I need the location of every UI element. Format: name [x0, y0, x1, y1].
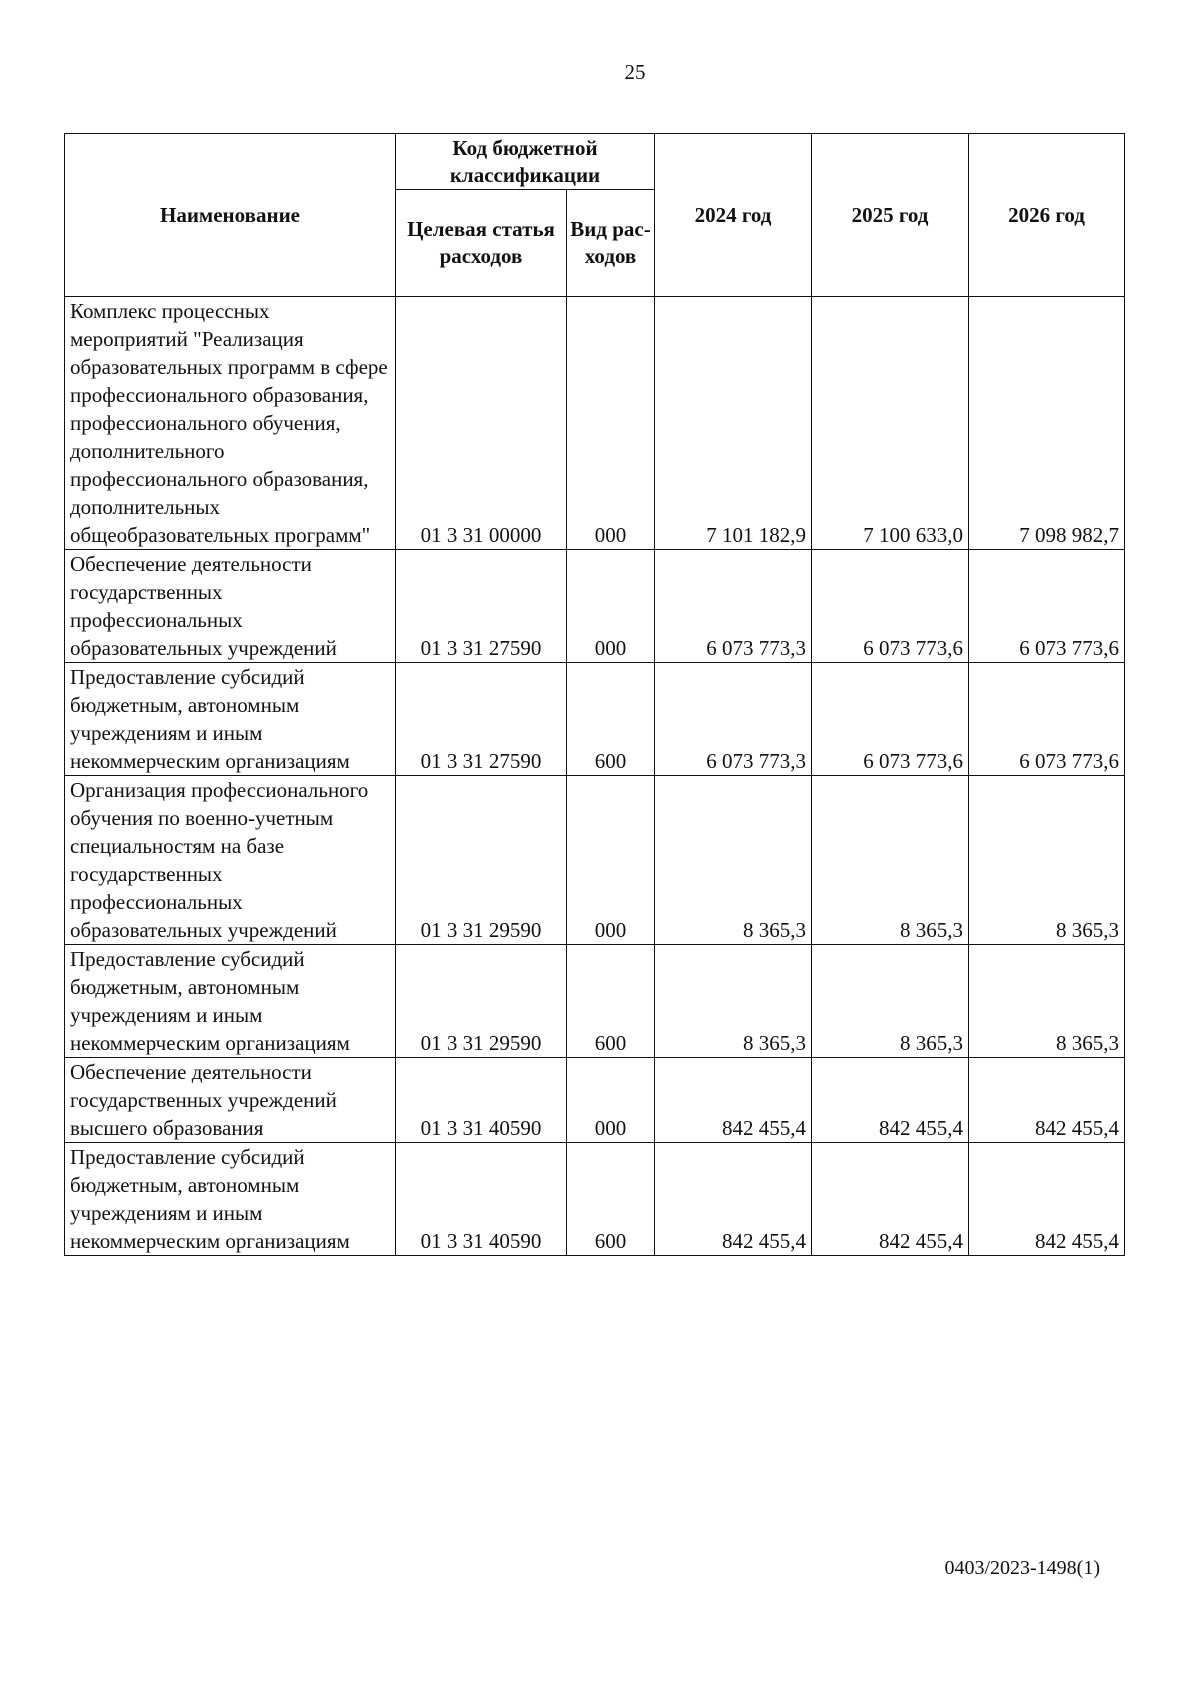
target-article-cell: 01 3 31 40590	[396, 1058, 567, 1143]
expense-type-cell: 000	[567, 297, 655, 550]
header-year-2026: 2026 год	[969, 134, 1125, 297]
header-year-2024: 2024 год	[655, 134, 812, 297]
amount-2024-cell: 842 455,4	[655, 1058, 812, 1143]
amount-2026-cell: 7 098 982,7	[969, 297, 1125, 550]
amount-2024-cell: 8 365,3	[655, 945, 812, 1058]
expense-type-cell: 000	[567, 776, 655, 945]
target-article-cell: 01 3 31 29590	[396, 945, 567, 1058]
header-target-article: Целевая статья расходов	[396, 190, 567, 297]
row-name-cell: Предоставление субсидий бюджетным, автономным учреждениям и иным некоммерческим организациям	[65, 945, 396, 1058]
amount-2026-cell: 8 365,3	[969, 945, 1125, 1058]
expense-type-cell: 600	[567, 945, 655, 1058]
table-row	[65, 297, 1125, 550]
amount-2024-cell: 8 365,3	[655, 776, 812, 945]
target-article-cell: 01 3 31 29590	[396, 776, 567, 945]
target-article-cell: 01 3 31 27590	[396, 663, 567, 776]
amount-2025-cell: 6 073 773,6	[812, 550, 969, 663]
table-row	[65, 550, 1125, 663]
table-row	[65, 945, 1125, 1058]
header-budget-code: Код бюджетной классификации	[396, 134, 655, 190]
row-name-cell: Обеспечение деятельности государственных учреждений высшего образования	[65, 1058, 396, 1143]
amount-2025-cell: 7 100 633,0	[812, 297, 969, 550]
amount-2026-cell: 842 455,4	[969, 1058, 1125, 1143]
amount-2024-cell: 6 073 773,3	[655, 663, 812, 776]
expense-type-cell: 000	[567, 1058, 655, 1143]
expense-type-cell: 600	[567, 1143, 655, 1256]
row-name-cell: Организация профессионального обучения по военно-учетным специальностям на базе государственных профессиональных образовательных учреждений	[65, 776, 396, 945]
table-row	[65, 1058, 1125, 1143]
amount-2025-cell: 8 365,3	[812, 776, 969, 945]
amount-2024-cell: 842 455,4	[655, 1143, 812, 1256]
expense-type-cell: 600	[567, 663, 655, 776]
table-row	[65, 663, 1125, 776]
amount-2026-cell: 6 073 773,6	[969, 550, 1125, 663]
row-name-cell: Предоставление субсидий бюджетным, автономным учреждениям и иным некоммерческим организациям	[65, 1143, 396, 1256]
table-row	[65, 1143, 1125, 1256]
header-expense-type: Вид рас- ходов	[567, 190, 655, 297]
target-article-cell: 01 3 31 27590	[396, 550, 567, 663]
target-article-cell: 01 3 31 00000	[396, 297, 567, 550]
amount-2025-cell: 6 073 773,6	[812, 663, 969, 776]
table-row	[65, 776, 1125, 945]
amount-2025-cell: 842 455,4	[812, 1143, 969, 1256]
amount-2026-cell: 842 455,4	[969, 1143, 1125, 1256]
document-number: 0403/2023-1498(1)	[944, 1557, 1100, 1579]
amount-2025-cell: 8 365,3	[812, 945, 969, 1058]
header-year-2025: 2025 год	[812, 134, 969, 297]
budget-table	[64, 133, 1125, 1256]
amount-2026-cell: 6 073 773,6	[969, 663, 1125, 776]
row-name-cell: Комплекс процессных мероприятий "Реализация образовательных программ в сфере профессионального образования, профессионального обучения, дополнительного профессионального образования, дополнительных общеобразовательных программ"	[65, 297, 396, 550]
row-name-cell: Обеспечение деятельности государственных профессиональных образовательных учреждений	[65, 550, 396, 663]
amount-2026-cell: 8 365,3	[969, 776, 1125, 945]
amount-2024-cell: 7 101 182,9	[655, 297, 812, 550]
row-name-cell: Предоставление субсидий бюджетным, автономным учреждениям и иным некоммерческим организациям	[65, 663, 396, 776]
amount-2024-cell: 6 073 773,3	[655, 550, 812, 663]
table-body	[65, 297, 1125, 1256]
header-name: Наименование	[65, 134, 396, 297]
target-article-cell: 01 3 31 40590	[396, 1143, 567, 1256]
expense-type-cell: 000	[567, 550, 655, 663]
page-number: 25	[624, 60, 646, 84]
amount-2025-cell: 842 455,4	[812, 1058, 969, 1143]
